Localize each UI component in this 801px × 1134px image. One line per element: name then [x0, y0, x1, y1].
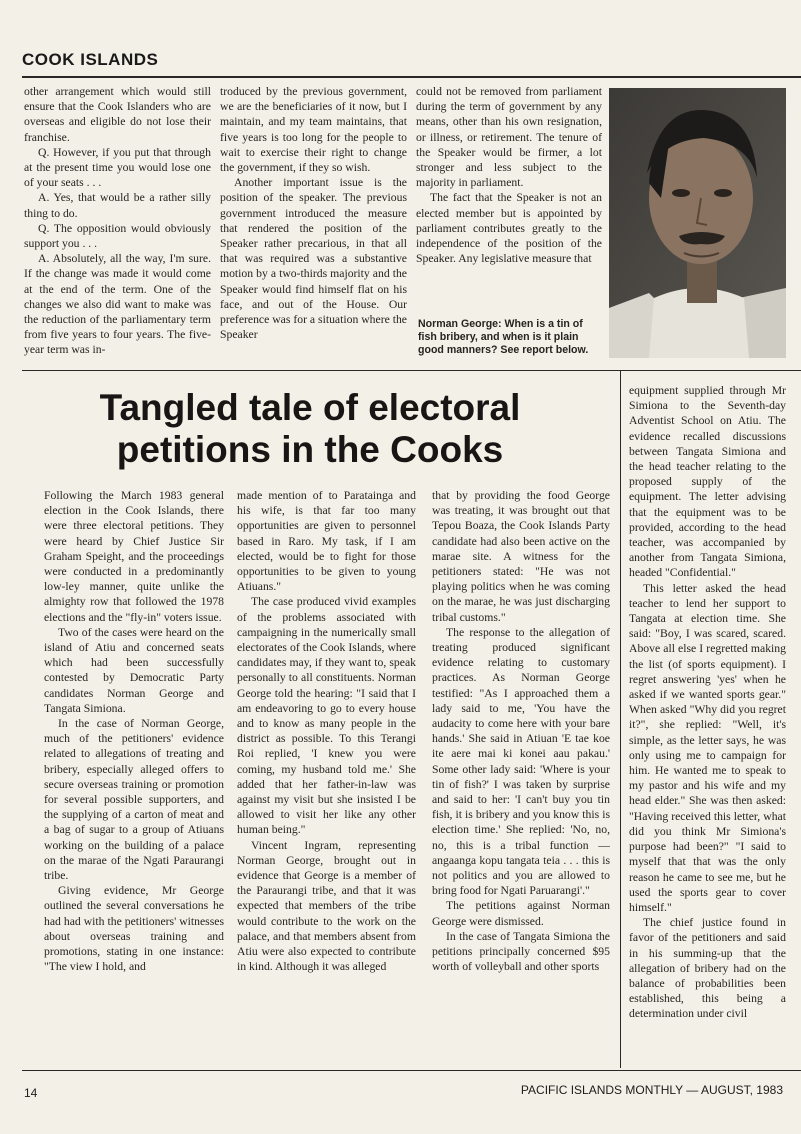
- paragraph: troduced by the previous government, we are the beneficiaries of it now, but I maintain, and my team maintains, that five years is too long for the people to wait to exercise their right to change the government, if they so wish.: [220, 85, 407, 175]
- publication-line: PACIFIC ISLANDS MONTHLY — AUGUST, 1983: [520, 1083, 783, 1097]
- paragraph: This letter asked the head teacher to lend her support to Tangata at election time. She said: "Boy, I was scared, scared. Above all else I regretted making the list (of sports equipment). I regret answering 'yes' when he asked if we wanted sports gear." When asked "Why did you regret it?", she replied: "Well, it's simple, as the letter says, he was only using me to campaign for him. He wanted me to speak to my pastor and his wife and my head elder." She was then asked: "Having received this letter, what did you think Mr Simiona's purpose had been?" "I said to myself that that was the only reason he came to see me, but he used the sports gear to cover himself.": [629, 581, 786, 914]
- photo-caption: Norman George: When is a tin of fish bribery, and when is it plain good manners? See report below.: [418, 318, 589, 356]
- paragraph: The fact that the Speaker is not an elected member but is appointed by parliament contributes greatly to the independence of the position of the Speaker. Any legislative measure that: [416, 191, 602, 266]
- paragraph: The chief justice found in favor of the petitioners and said in his summing-up that the allegation of bribery had on the balance of probabilities been established, this being a determination under civil: [629, 916, 786, 1021]
- paragraph: could not be removed from parliament during the term of government by any means, other than his own resignation, or illness, or retirement. The tenure of the Speaker would be firmer, a lot stronger and less subject to the majority in parliament.: [416, 85, 602, 190]
- page-number: 14: [24, 1086, 38, 1100]
- top-column-1: [24, 84, 211, 358]
- footer-rule: [22, 1070, 801, 1071]
- article-column-2: [237, 488, 416, 975]
- headline: Tangled tale of electoral petitions in the Cooks: [99, 387, 521, 470]
- paragraph: equipment supplied through Mr Simiona to the Seventh-day Adventist School on Atiu. The evidence recalled discussions between Tangata Simiona and the head teacher relating to the proposed supply of the equipment. The letter advising that the equipment was to be provided, according to the head teacher, was accompanied by another from Tangata Simiona, headed "Confidential.": [629, 384, 786, 580]
- paragraph: that by providing the food George was treating, it was brought out that Tepou Boaza, the Cook Islands Party candidate had also been active on the marae site. A witness for the petitioners stated: "He was not playing politics when he was coming on the marae, he was just discharging tribal customs.": [432, 489, 610, 624]
- paragraph: Q. The opposition would obviously support you . . .: [24, 221, 211, 251]
- paragraph: The petitions against Norman George were dismissed.: [432, 899, 610, 928]
- section-title: COOK ISLANDS: [22, 50, 159, 69]
- sidebar-vertical-rule: [620, 370, 621, 1068]
- portrait-illustration: [609, 88, 786, 358]
- paragraph: made mention of to Paratainga and his wife, is that far too many opportunities are given to personnel based in Raro. My task, if I am elected, would be to fight for those opportunities to be given to young Atiuans.": [237, 489, 416, 594]
- paragraph: Following the March 1983 general election in the Cook Islands, there were three electoral petitions. They were heard by Chief Justice Sir Graham Speight, and the proceedings were conducted in a predominantly low-ley manner, quite unlike the almighty row that followed the 1978 elections and the "fly-in" voters issue.: [44, 489, 224, 624]
- paragraph: The response to the allegation of treating produced significant evidence relating to customary practices. As Norman George testified: "As I approached them a lady said to me, 'You have the audacity to come here with your bare hands.' She said in Atiuan 'E tae koe ite aere mai ki konei aau pakau.' Some other lady said: 'Where is your tin of fish?' I was taken by surprise and said to her: 'I can't buy you tin fish, it is bribery and you know this is election time.' She replied: 'No, no, no, this is a tribal function — angaanga kopu tangata teia . . . this is not politics and you are allowed to bring food for Ngati Paruarangi'.": [432, 625, 610, 898]
- article-top-rule: [22, 370, 801, 371]
- paragraph: A. Absolutely, all the way, I'm sure. If the change was made it would come at the end of the term. One of the changes we also did want to make was the reduction of the parliamentary term from five years to four years. The five-year term was in-: [24, 252, 211, 357]
- article-column-1: [44, 488, 224, 975]
- paragraph: other arrangement which would still ensure that the Cook Islanders who are overseas and eligible do not lose their franchise.: [24, 85, 211, 144]
- paragraph: Vincent Ingram, representing Norman George, brought out in evidence that George is a member of the Paraurangi tribe, and that it was expected that members of the tribe would contribute to the work on the palace, and that members absent from Atiu were also expected to contribute in kind. Although it was alleged: [237, 838, 416, 974]
- header-rule: [22, 76, 801, 78]
- paragraph: Giving evidence, Mr George outlined the several conversations he had had with the petitioners' witnesses about overseas training and promotions, stating in one instance: "The view I hold, and: [44, 884, 224, 974]
- article-column-3: [432, 488, 610, 975]
- paragraph: Another important issue is the position of the speaker. The previous government introduced the measure that rendered the position of the Speaker rather precarious, in that all that was required was a substantive motion by a two-thirds majority and the Speaker would find himself flat on his face, and out of the House. Our preference was for a situation where the Speaker: [220, 176, 407, 342]
- paragraph: A. Yes, that would be a rather silly thing to do.: [24, 191, 211, 220]
- top-column-3: [416, 84, 602, 266]
- paragraph: In the case of Norman George, much of the petitioners' evidence related to allegations of treating and bribery, especially alleged offers to secure overseas training or promotion for several possible supporters, and the supplying of a carton of meat and a bag of sugar to a group of Atiuans working on the building of a palace on the marae of the Ngati Paraurangi tribe.: [44, 717, 224, 883]
- paragraph: In the case of Tangata Simiona the petitions principally concerned $95 worth of volleyball and other sports: [432, 929, 610, 974]
- top-column-2: [220, 84, 407, 342]
- paragraph: Two of the cases were heard on the island of Atiu and concerned seats which had been successfully contested by Democratic Party candidates Norman George and Tangata Simiona.: [44, 625, 224, 715]
- paragraph: The case produced vivid examples of the problems associated with campaigning in the numerically small electorates of the Cook Islands, where candidates may, if they want to, speak personally to all constituents. Norman George told the hearing: "I said that I am endeavoring to go to every house and to know as many people in the district as possible. To this Terangi Roi replied, 'I knew you were coming, my husband told me.' She added that her father-in-law was against my visit but she insisted I be allowed to visit her like any other human being.": [237, 595, 416, 837]
- norman-george-photo: [609, 88, 786, 358]
- paragraph: Q. However, if you put that through at the present time you would lose one of your seats . . .: [24, 145, 211, 190]
- article-column-4: [629, 383, 786, 1022]
